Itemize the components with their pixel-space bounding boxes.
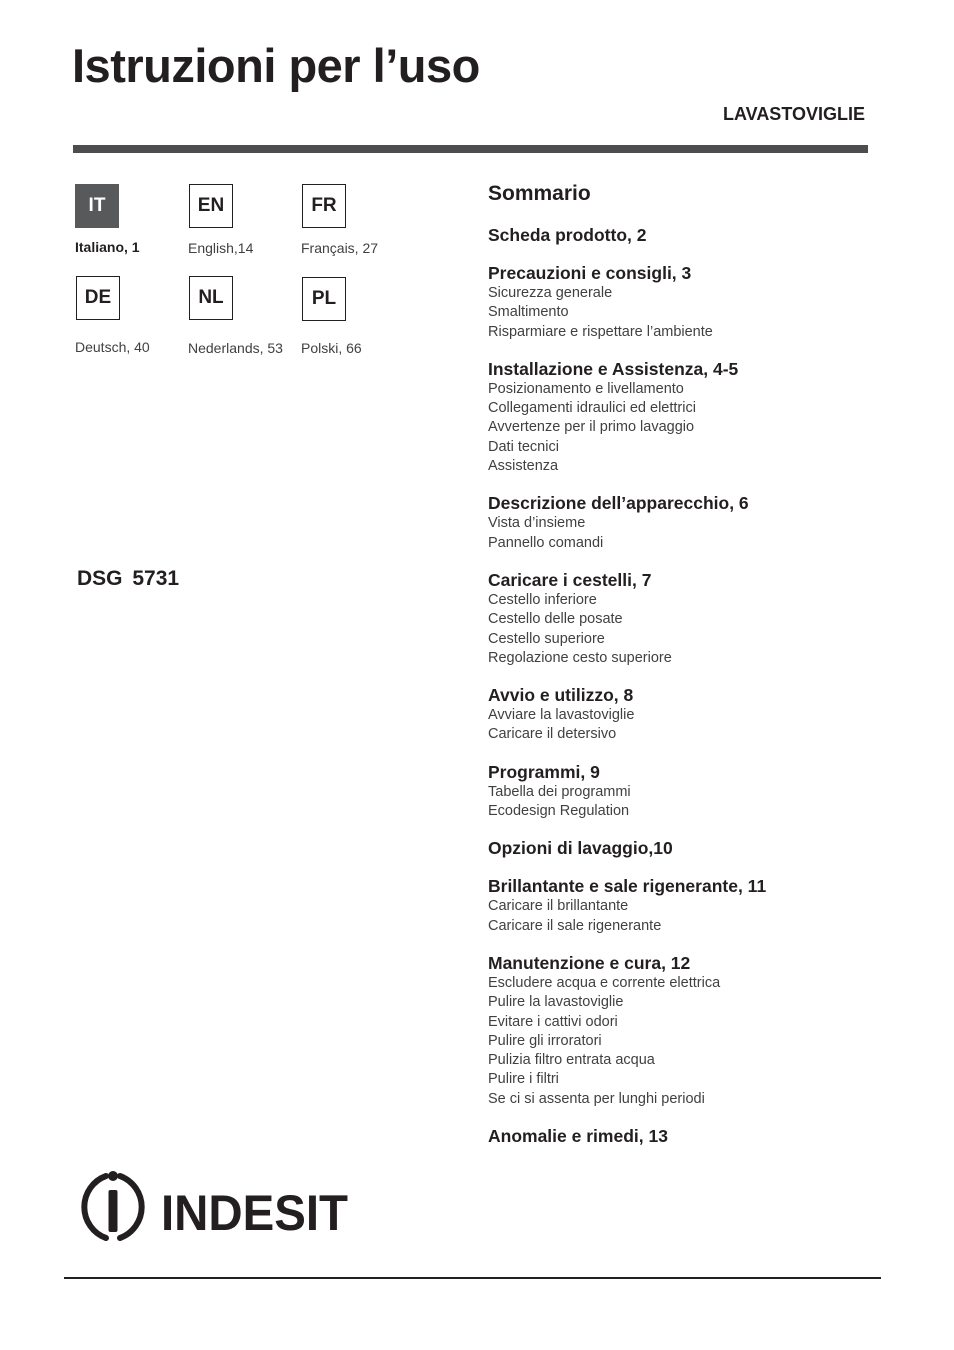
toc-subitem[interactable]: Assistenza	[488, 458, 559, 475]
language-en-button[interactable]	[189, 184, 233, 228]
toc-section-title[interactable]: Precauzioni e consigli, 3	[488, 263, 692, 283]
language-code: NL	[198, 287, 224, 308]
toc-section-title[interactable]: Descrizione dell’apparecchio, 6	[488, 493, 749, 514]
language-nl-label[interactable]: Nederlands, 53	[188, 340, 283, 356]
toc-section	[488, 952, 888, 1109]
language-code: PL	[311, 288, 337, 309]
toc-section	[488, 761, 888, 822]
toc-subitem[interactable]: Pulizia filtro entrata acqua	[488, 1052, 655, 1069]
toc-subitem[interactable]: Cestello inferiore	[488, 591, 597, 608]
toc-subitem[interactable]: Pannello comandi	[488, 534, 604, 551]
toc-section-title[interactable]: Programmi, 9	[488, 761, 600, 782]
language-pl-label[interactable]: Polski, 66	[301, 340, 362, 356]
toc-section	[488, 569, 888, 668]
toc-subitem[interactable]: Pulire gli irroratori	[488, 1032, 602, 1049]
language-it-button[interactable]	[75, 184, 119, 228]
toc-subitem[interactable]: Ecodesign Regulation	[488, 803, 630, 820]
toc-subitem[interactable]: Regolazione cesto superiore	[488, 649, 672, 666]
toc-section	[488, 1125, 888, 1147]
toc-section-title[interactable]: Opzioni di lavaggio,10	[488, 838, 673, 859]
page-title: Istruzioni per l’uso	[72, 39, 480, 92]
toc-section	[488, 875, 888, 936]
language-fr-button[interactable]	[302, 184, 346, 228]
indesit-logo	[76, 1168, 356, 1246]
indesit-i-logo-icon	[84, 1171, 141, 1238]
toc-subitem[interactable]: Tabella dei programmi	[488, 783, 631, 800]
toc-section	[488, 224, 888, 246]
language-en-label[interactable]: English,14	[188, 240, 254, 256]
model-number: DSG 5731	[77, 567, 180, 590]
table-of-contents	[488, 224, 888, 1163]
toc-section-title[interactable]: Anomalie e rimedi, 13	[488, 1126, 668, 1147]
toc-section	[488, 684, 888, 745]
header-divider	[73, 145, 868, 153]
language-nl-button[interactable]	[189, 276, 233, 320]
toc-section-title[interactable]: Manutenzione e cura, 12	[488, 952, 691, 973]
toc-subitem[interactable]: Pulire i filtri	[488, 1071, 559, 1088]
toc-section-title[interactable]: Installazione e Assistenza, 4-5	[488, 358, 739, 379]
toc-section	[488, 358, 888, 476]
language-code: FR	[311, 195, 337, 216]
brand-wordmark: INDESIT	[161, 1185, 348, 1241]
toc-section-title[interactable]: Scheda prodotto, 2	[488, 225, 647, 245]
toc-subitem[interactable]: Avvertenze per il primo lavaggio	[488, 419, 695, 436]
toc-section	[488, 262, 888, 342]
toc-subitem[interactable]: Smaltimento	[488, 304, 569, 321]
language-code: IT	[88, 195, 106, 216]
toc-section-title[interactable]: Avvio e utilizzo, 8	[488, 685, 634, 706]
toc-subitem[interactable]: Avviare la lavastoviglie	[488, 707, 635, 724]
toc-section	[488, 492, 888, 553]
language-it-label[interactable]: Italiano, 1	[75, 239, 140, 255]
toc-heading: Sommario	[488, 182, 591, 205]
toc-subitem[interactable]: Evitare i cattivi odori	[488, 1013, 618, 1030]
language-de-label[interactable]: Deutsch, 40	[75, 339, 150, 355]
language-pl-button[interactable]	[302, 277, 346, 321]
toc-subitem[interactable]: Posizionamento e livellamento	[488, 380, 684, 397]
toc-section-title[interactable]: Caricare i cestelli, 7	[488, 569, 652, 590]
language-code: EN	[197, 195, 225, 216]
toc-subitem[interactable]: Se ci si assenta per lunghi periodi	[488, 1090, 705, 1107]
toc-subitem[interactable]: Cestello superiore	[488, 630, 605, 647]
language-code: DE	[84, 287, 112, 308]
toc-subitem[interactable]: Vista d’insieme	[488, 515, 586, 532]
toc-subitem[interactable]: Pulire la lavastoviglie	[488, 994, 624, 1011]
toc-subitem[interactable]: Risparmiare e rispettare l’ambiente	[488, 323, 713, 340]
product-type: LAVASTOVIGLIE	[722, 104, 865, 124]
toc-subitem[interactable]: Collegamenti idraulici ed elettrici	[488, 400, 696, 417]
toc-subitem[interactable]: Sicurezza generale	[488, 285, 613, 301]
language-fr-label[interactable]: Français, 27	[301, 240, 379, 256]
toc-subitem[interactable]: Cestello delle posate	[488, 611, 623, 628]
toc-subitem[interactable]: Caricare il detersivo	[488, 726, 617, 743]
toc-section-title[interactable]: Brillantante e sale rigenerante, 11	[488, 876, 767, 897]
toc-subitem[interactable]: Dati tecnici	[488, 438, 559, 455]
language-de-button[interactable]	[76, 276, 120, 320]
toc-section	[488, 837, 888, 859]
toc-subitem[interactable]: Escludere acqua e corrente elettrica	[488, 974, 721, 991]
toc-subitem[interactable]: Caricare il sale rigenerante	[488, 917, 662, 934]
toc-subitem[interactable]: Caricare il brillantante	[488, 898, 629, 915]
footer-divider	[64, 1277, 881, 1279]
